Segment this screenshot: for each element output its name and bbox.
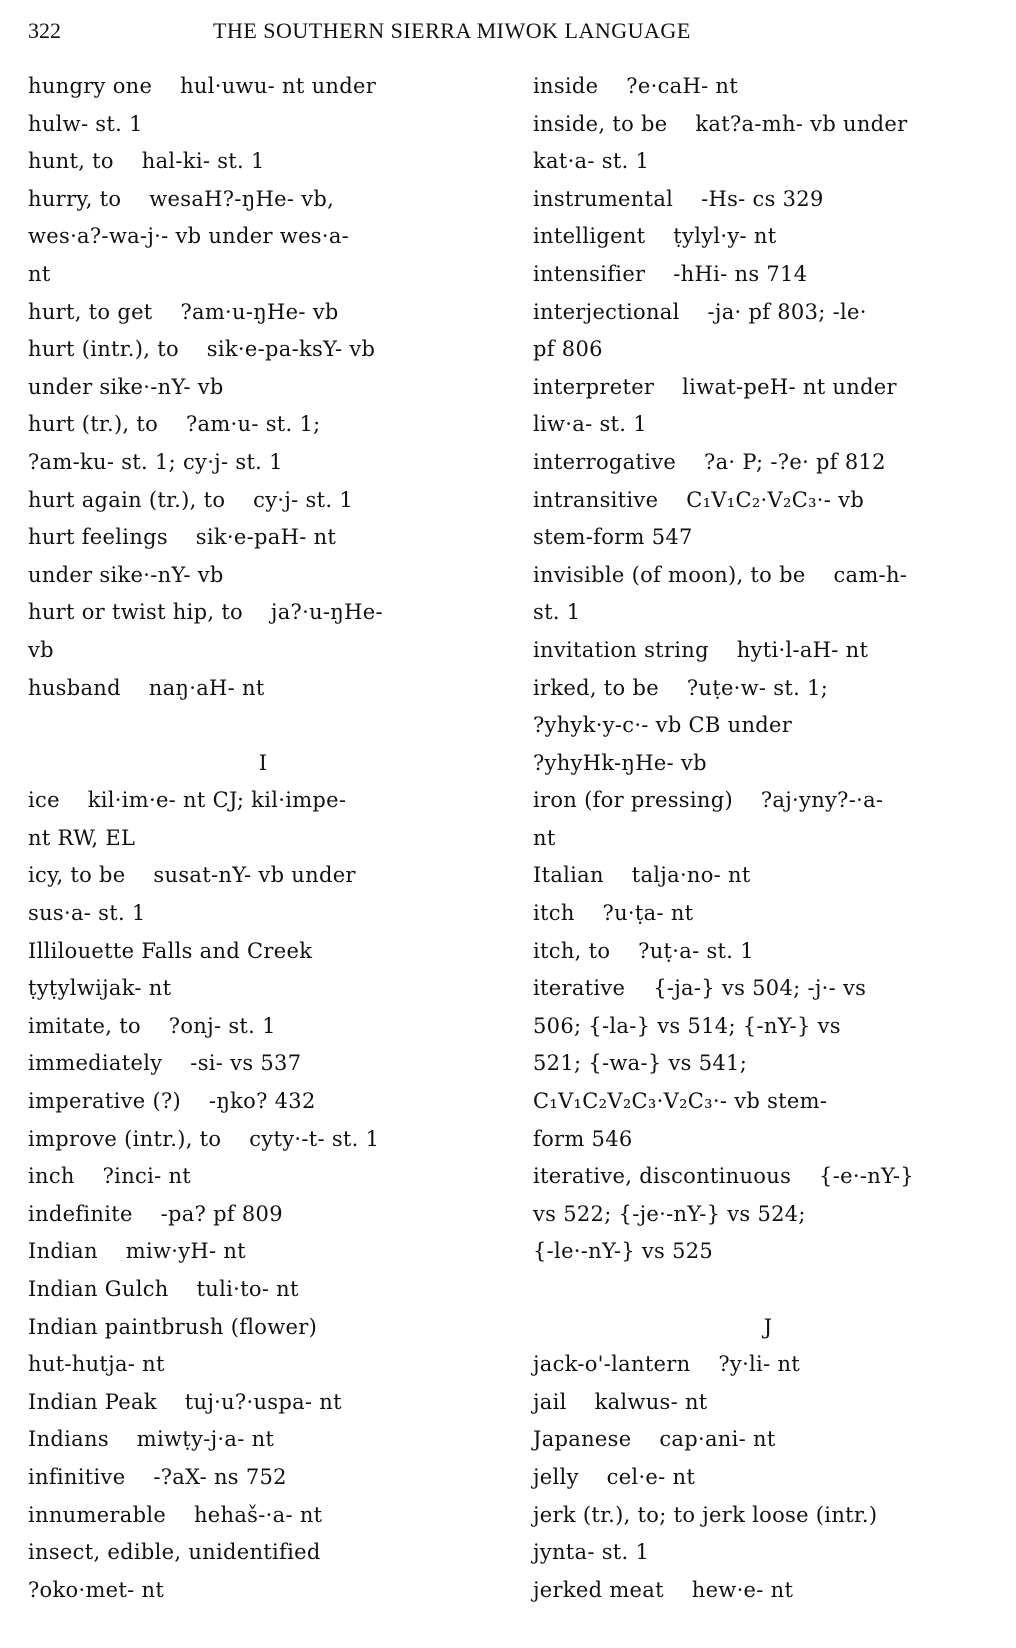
- entry-line: vb: [28, 637, 54, 662]
- entry-line: indefinite -pa? pf 809: [28, 1201, 283, 1226]
- entry-line: Indian paintbrush (flower): [28, 1314, 318, 1339]
- entry-line: irked, to be ?uṭe·w- st. 1;: [533, 675, 829, 700]
- entry-line: liw·a- st. 1: [533, 412, 647, 437]
- entry-line: immediately -si- vs 537: [28, 1051, 302, 1076]
- entry-line: vs 522; {-je·-nY-} vs 524;: [533, 1201, 806, 1226]
- running-title: THE SOUTHERN SIERRA MIWOK LANGUAGE: [213, 18, 691, 43]
- entry-line: innumerable hehaš-·a- nt: [28, 1502, 323, 1527]
- page-header: [28, 14, 988, 48]
- dictionary-entry: [533, 444, 1003, 482]
- dictionary-entry: [28, 406, 498, 481]
- entry-line: jynta- st. 1: [533, 1540, 650, 1565]
- dictionary-entry: [533, 632, 1003, 670]
- dictionary-entry: [28, 1196, 498, 1234]
- dictionary-entry: [28, 1233, 498, 1271]
- entry-line: inch ?inci- nt: [28, 1164, 192, 1189]
- dictionary-entry: [533, 1572, 1003, 1610]
- entry-line: Japanese cap·ani- nt: [533, 1427, 776, 1452]
- entry-line: hurt feelings sik·e-paH- nt: [28, 525, 337, 550]
- entry-line: hurt or twist hip, to ja?·u-ŋHe-: [28, 600, 383, 625]
- entry-line: instrumental -Hs- cs 329: [533, 186, 824, 211]
- entry-line: ice kil·im·e- nt CJ; kil·impe-: [28, 788, 347, 813]
- dictionary-entry: [28, 1083, 498, 1121]
- entry-line: under sike·-nY- vb: [28, 374, 224, 399]
- section-letter: J: [763, 1314, 773, 1339]
- entry-line: imperative (?) -ŋko? 432: [28, 1089, 316, 1114]
- dictionary-entry: [533, 1158, 1003, 1271]
- entry-line: 521; {-wa-} vs 541;: [533, 1051, 748, 1076]
- dictionary-entry: [28, 857, 498, 932]
- entry-line: hunt, to hal-ki- st. 1: [28, 149, 265, 174]
- entry-line: ?am-ku- st. 1; cy·j- st. 1: [28, 449, 283, 474]
- entry-line: ?oko·met- nt: [28, 1577, 165, 1602]
- entry-line: itch, to ?uṭ·a- st. 1: [533, 938, 754, 963]
- entry-line: ?yhyk·y-c·- vb CB under: [533, 713, 793, 738]
- dictionary-entry: [533, 670, 1003, 783]
- entry-line: nt: [533, 825, 556, 850]
- entry-line: under sike·-nY- vb: [28, 562, 224, 587]
- entry-line: hurt again (tr.), to cy·j- st. 1: [28, 487, 353, 512]
- dictionary-entry: [533, 970, 1003, 1158]
- entry-line: form 546: [533, 1126, 633, 1151]
- entry-line: nt RW, EL: [28, 825, 136, 850]
- entry-line: invisible (of moon), to be cam-h-: [533, 562, 908, 587]
- dictionary-entry: [533, 782, 1003, 857]
- dictionary-entry: [28, 1045, 498, 1083]
- entry-line: Italian talja·no- nt: [533, 863, 751, 888]
- dictionary-entry: [28, 1459, 498, 1497]
- entry-line: pf 806: [533, 337, 603, 362]
- dictionary-entry: [533, 1346, 1003, 1384]
- entry-line: intransitive C₁V₁C₂·V₂C₃·- vb: [533, 487, 865, 512]
- dictionary-entry: [28, 181, 498, 294]
- entry-line: jail kalwus- nt: [533, 1389, 708, 1414]
- dictionary-entry: [533, 256, 1003, 294]
- dictionary-entry: [28, 68, 498, 143]
- entry-line: insect, edible, unidentified: [28, 1540, 321, 1565]
- entry-line: Indian Gulch tuli·to- nt: [28, 1277, 299, 1301]
- dictionary-entry: [533, 1384, 1003, 1422]
- entry-line: iterative, discontinuous {-e·-nY-}: [533, 1164, 914, 1189]
- entry-line: iterative {-ja-} vs 504; -j·- vs: [533, 976, 867, 1001]
- dictionary-entry: [533, 294, 1003, 369]
- dictionary-entry: [28, 482, 498, 520]
- entry-line: hurt (tr.), to ?am·u- st. 1;: [28, 412, 321, 437]
- dictionary-entry: [28, 933, 498, 1008]
- dictionary-entry: [28, 1008, 498, 1046]
- entry-line: imitate, to ?onj- st. 1: [28, 1013, 276, 1038]
- dictionary-entry: [533, 1497, 1003, 1572]
- dictionary-entry: [28, 1271, 498, 1309]
- section-letter: I: [258, 750, 268, 775]
- entry-line: hungry one hul·uwu- nt under: [28, 74, 377, 98]
- dictionary-entry: [28, 294, 498, 332]
- dictionary-entry: [28, 1534, 498, 1609]
- entry-line: Indian Peak tuj·u?·uspa- nt: [28, 1389, 342, 1414]
- entry-line: infinitive -?aX- ns 752: [28, 1464, 287, 1489]
- entry-line: interjectional -ja· pf 803; -le·: [533, 299, 867, 324]
- entry-line: intelligent ṭylyl·y- nt: [533, 224, 777, 249]
- page-number: 322: [28, 18, 61, 43]
- dictionary-entry: [28, 331, 498, 406]
- entry-line: kat·a- st. 1: [533, 149, 650, 174]
- entry-line: hurt, to get ?am·u-ŋHe- vb: [28, 299, 339, 324]
- entry-line: 506; {-la-} vs 514; {-nY-} vs: [533, 1013, 841, 1038]
- entry-line: Indians miwṭy-j·a- nt: [28, 1427, 275, 1452]
- dictionary-entry: [533, 857, 1003, 895]
- entry-line: Illilouette Falls and Creek: [28, 938, 313, 963]
- dictionary-entry: [28, 143, 498, 181]
- dictionary-entry: [533, 369, 1003, 444]
- dictionary-entry: [533, 181, 1003, 219]
- dictionary-entry: [28, 670, 498, 708]
- entry-line: icy, to be susat-nY- vb under: [28, 863, 356, 888]
- entry-line: invitation string hyti·l-aH- nt: [533, 637, 869, 662]
- entry-line: hulw- st. 1: [28, 111, 143, 136]
- entry-line: jerk (tr.), to; to jerk loose (intr.): [533, 1502, 878, 1527]
- entry-line: jack-o'-lantern ?y·li- nt: [533, 1352, 801, 1377]
- dictionary-entry: [533, 482, 1003, 557]
- dictionary-entry: [28, 1309, 498, 1384]
- dictionary-entry: [533, 218, 1003, 256]
- dictionary-entry: [533, 895, 1003, 933]
- entry-line: Indian miw·yH- nt: [28, 1239, 246, 1264]
- dictionary-entry: [533, 933, 1003, 971]
- dictionary-entry: [28, 594, 498, 669]
- entry-line: wes·a?-wa-j·- vb under wes·a-: [28, 224, 350, 249]
- dictionary-entry: [533, 557, 1003, 632]
- dictionary-entry: [28, 1384, 498, 1422]
- left-column: [28, 68, 498, 1609]
- dictionary-entry: [533, 68, 1003, 106]
- dictionary-entry: [533, 106, 1003, 181]
- right-column: [533, 68, 1003, 1609]
- entry-line: jelly cel·e- nt: [533, 1464, 696, 1489]
- entry-line: inside, to be kat?a-mh- vb under: [533, 111, 908, 136]
- entry-line: jerked meat hew·e- nt: [533, 1577, 794, 1602]
- entry-line: nt: [28, 261, 51, 286]
- entry-line: stem-form 547: [533, 525, 693, 550]
- entry-line: itch ?u·ṭa- nt: [533, 901, 694, 926]
- entry-line: intensifier -hHi- ns 714: [533, 261, 808, 286]
- entry-line: interpreter liwat-peH- nt under: [533, 374, 897, 399]
- entry-line: improve (intr.), to cyty·-t- st. 1: [28, 1126, 380, 1151]
- entry-line: inside ?e·caH- nt: [533, 74, 738, 98]
- dictionary-entry: [533, 1459, 1003, 1497]
- dictionary-entry: [28, 519, 498, 594]
- entry-line: C₁V₁C₂V₂C₃·V₂C₃·- vb stem-: [533, 1089, 828, 1114]
- entry-line: husband naŋ·aH- nt: [28, 675, 265, 700]
- dictionary-entry: [28, 1421, 498, 1459]
- entry-line: interrogative ?a· P; -?e· pf 812: [533, 449, 886, 474]
- dictionary-entry: [28, 782, 498, 857]
- entry-line: {-le·-nY-} vs 525: [533, 1239, 714, 1264]
- dictionary-entry: [28, 1158, 498, 1196]
- dictionary-entry: [28, 1121, 498, 1159]
- dictionary-entry: [533, 1421, 1003, 1459]
- dictionary-entry: [28, 1497, 498, 1535]
- entry-line: hut-hutja- nt: [28, 1352, 165, 1377]
- entry-line: sus·a- st. 1: [28, 901, 146, 926]
- entry-line: iron (for pressing) ?aj·yny?-·a-: [533, 788, 884, 813]
- entry-line: st. 1: [533, 600, 581, 625]
- entry-line: hurt (intr.), to sik·e-pa-ksY- vb: [28, 337, 376, 362]
- entry-line: ?yhyHk-ŋHe- vb: [533, 750, 707, 775]
- entry-line: hurry, to wesaH?-ŋHe- vb,: [28, 186, 335, 211]
- entry-line: ṭyṭylwijak- nt: [28, 976, 172, 1001]
